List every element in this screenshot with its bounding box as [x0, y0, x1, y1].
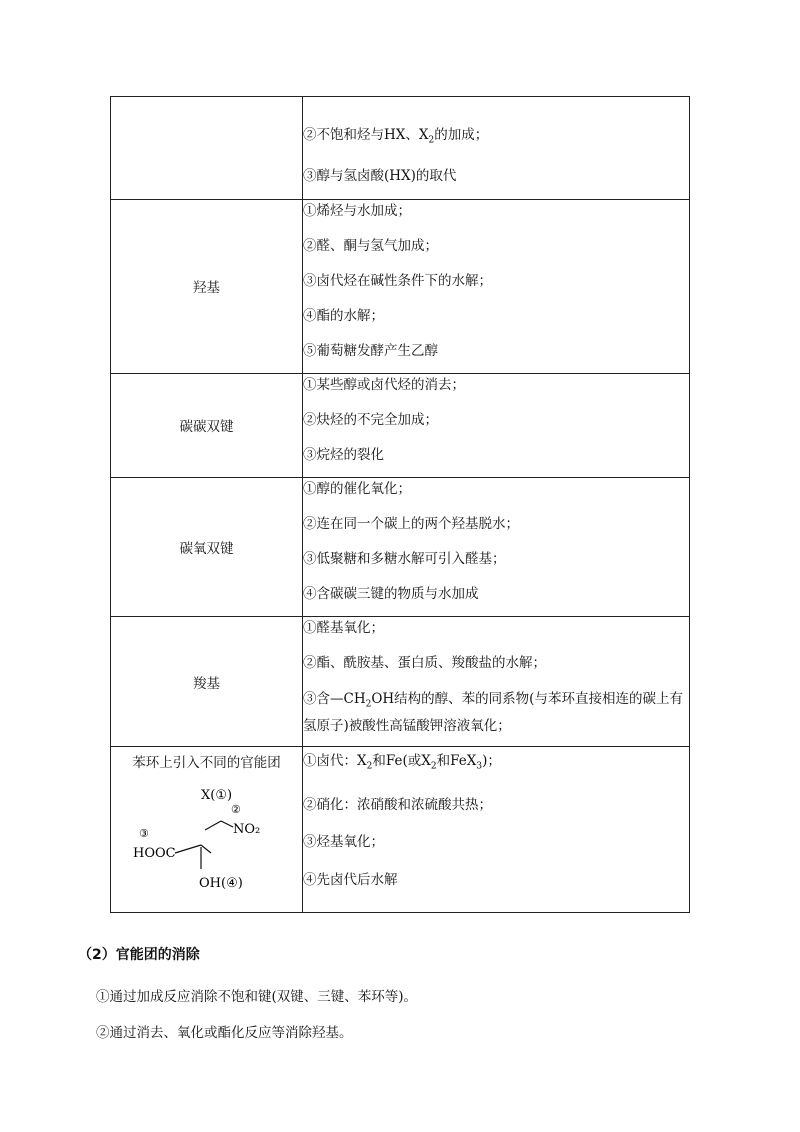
- method-item: ②硝化：浓硝酸和浓硫酸共热；: [303, 796, 492, 813]
- table-row: [111, 373, 690, 477]
- method-item: ③含$—CH_2OH$结构的醇、苯的同系物(与苯环直接相连的碳上有氢原子)被酸性高锰酸钾溶液氧化；: [303, 690, 683, 735]
- table-row: [111, 97, 690, 200]
- table-row: [111, 477, 690, 616]
- paragraph: ①通过加成反应消除不饱和键(双键、三键、苯环等)。: [96, 989, 418, 1005]
- cooh-label: HOOC: [133, 846, 176, 862]
- table-row: [111, 616, 690, 747]
- method-list: [303, 616, 690, 747]
- benzene-cell: [111, 747, 303, 912]
- method-item: ④酯的水解；: [303, 307, 384, 324]
- method-item: ③烃基氧化；: [303, 834, 384, 851]
- group-label: 碳氧双键: [111, 477, 303, 616]
- benzene-structure-diagram: [123, 775, 293, 893]
- method-item: ②炔烃的不完全加成；: [303, 411, 438, 428]
- no2-label: NO₂: [233, 822, 261, 838]
- table-row: [111, 747, 690, 912]
- method-item: ①烯烃与水加成；: [303, 202, 411, 219]
- method-item: ③醇与氢卤酸(HX)的取代: [303, 167, 457, 184]
- section-heading: （2）官能团的消除: [78, 947, 200, 963]
- bond-line: [175, 845, 201, 853]
- method-item: ②连在同一个碳上的两个羟基脱水；: [303, 515, 519, 532]
- method-item: ①醇的催化氧化；: [303, 480, 411, 497]
- method-item: ②醛、酮与氢气加成；: [303, 237, 438, 254]
- method-item: ③低聚糖和多糖水解可引入醛基；: [303, 550, 506, 567]
- paragraph: ②通过消去、氧化或酯化反应等消除羟基。: [96, 1025, 353, 1041]
- method-list: [303, 97, 690, 200]
- bond-line: [201, 845, 211, 853]
- method-item: ③卤代烃在碱性条件下的水解；: [303, 272, 492, 289]
- group-label: 碳碳双键: [111, 373, 303, 477]
- cooh-position-marker: ③: [139, 827, 149, 841]
- no2-position-marker: ②: [231, 803, 241, 817]
- method-item: ②不饱和烃与HX、$X_2$的加成；: [303, 127, 489, 146]
- method-list: [303, 199, 690, 373]
- method-item: ①某些醇或卤代烃的消去；: [303, 376, 465, 393]
- method-list: [303, 477, 690, 616]
- method-item: ③烷烃的裂化: [303, 446, 384, 463]
- bond-line: [221, 821, 233, 827]
- group-label: 苯环上引入不同的官能团: [132, 755, 281, 772]
- group-label: 羧基: [111, 616, 303, 747]
- group-label: [111, 97, 303, 200]
- x-substituent-label: X(①): [201, 788, 233, 804]
- method-item: ⑤葡萄糖发酵产生乙醇: [303, 342, 438, 359]
- oh-label: OH(④): [199, 876, 243, 892]
- method-item: ②酯、酰胺基、蛋白质、羧酸盐的水解；: [303, 654, 546, 671]
- table-row: [111, 199, 690, 373]
- functional-group-table: [110, 96, 690, 913]
- method-item: ④含碳碳三键的物质与水加成: [303, 585, 479, 602]
- method-item: ①卤代：$X_2$和Fe(或$X_2$和FeX$_3$)；: [303, 753, 501, 773]
- group-label: 羟基: [111, 199, 303, 373]
- bond-line: [205, 821, 221, 830]
- method-list: [303, 373, 690, 477]
- method-item: ①醛基氧化；: [303, 619, 384, 636]
- method-list: [303, 747, 690, 912]
- method-item: ④先卤代后水解: [303, 871, 398, 888]
